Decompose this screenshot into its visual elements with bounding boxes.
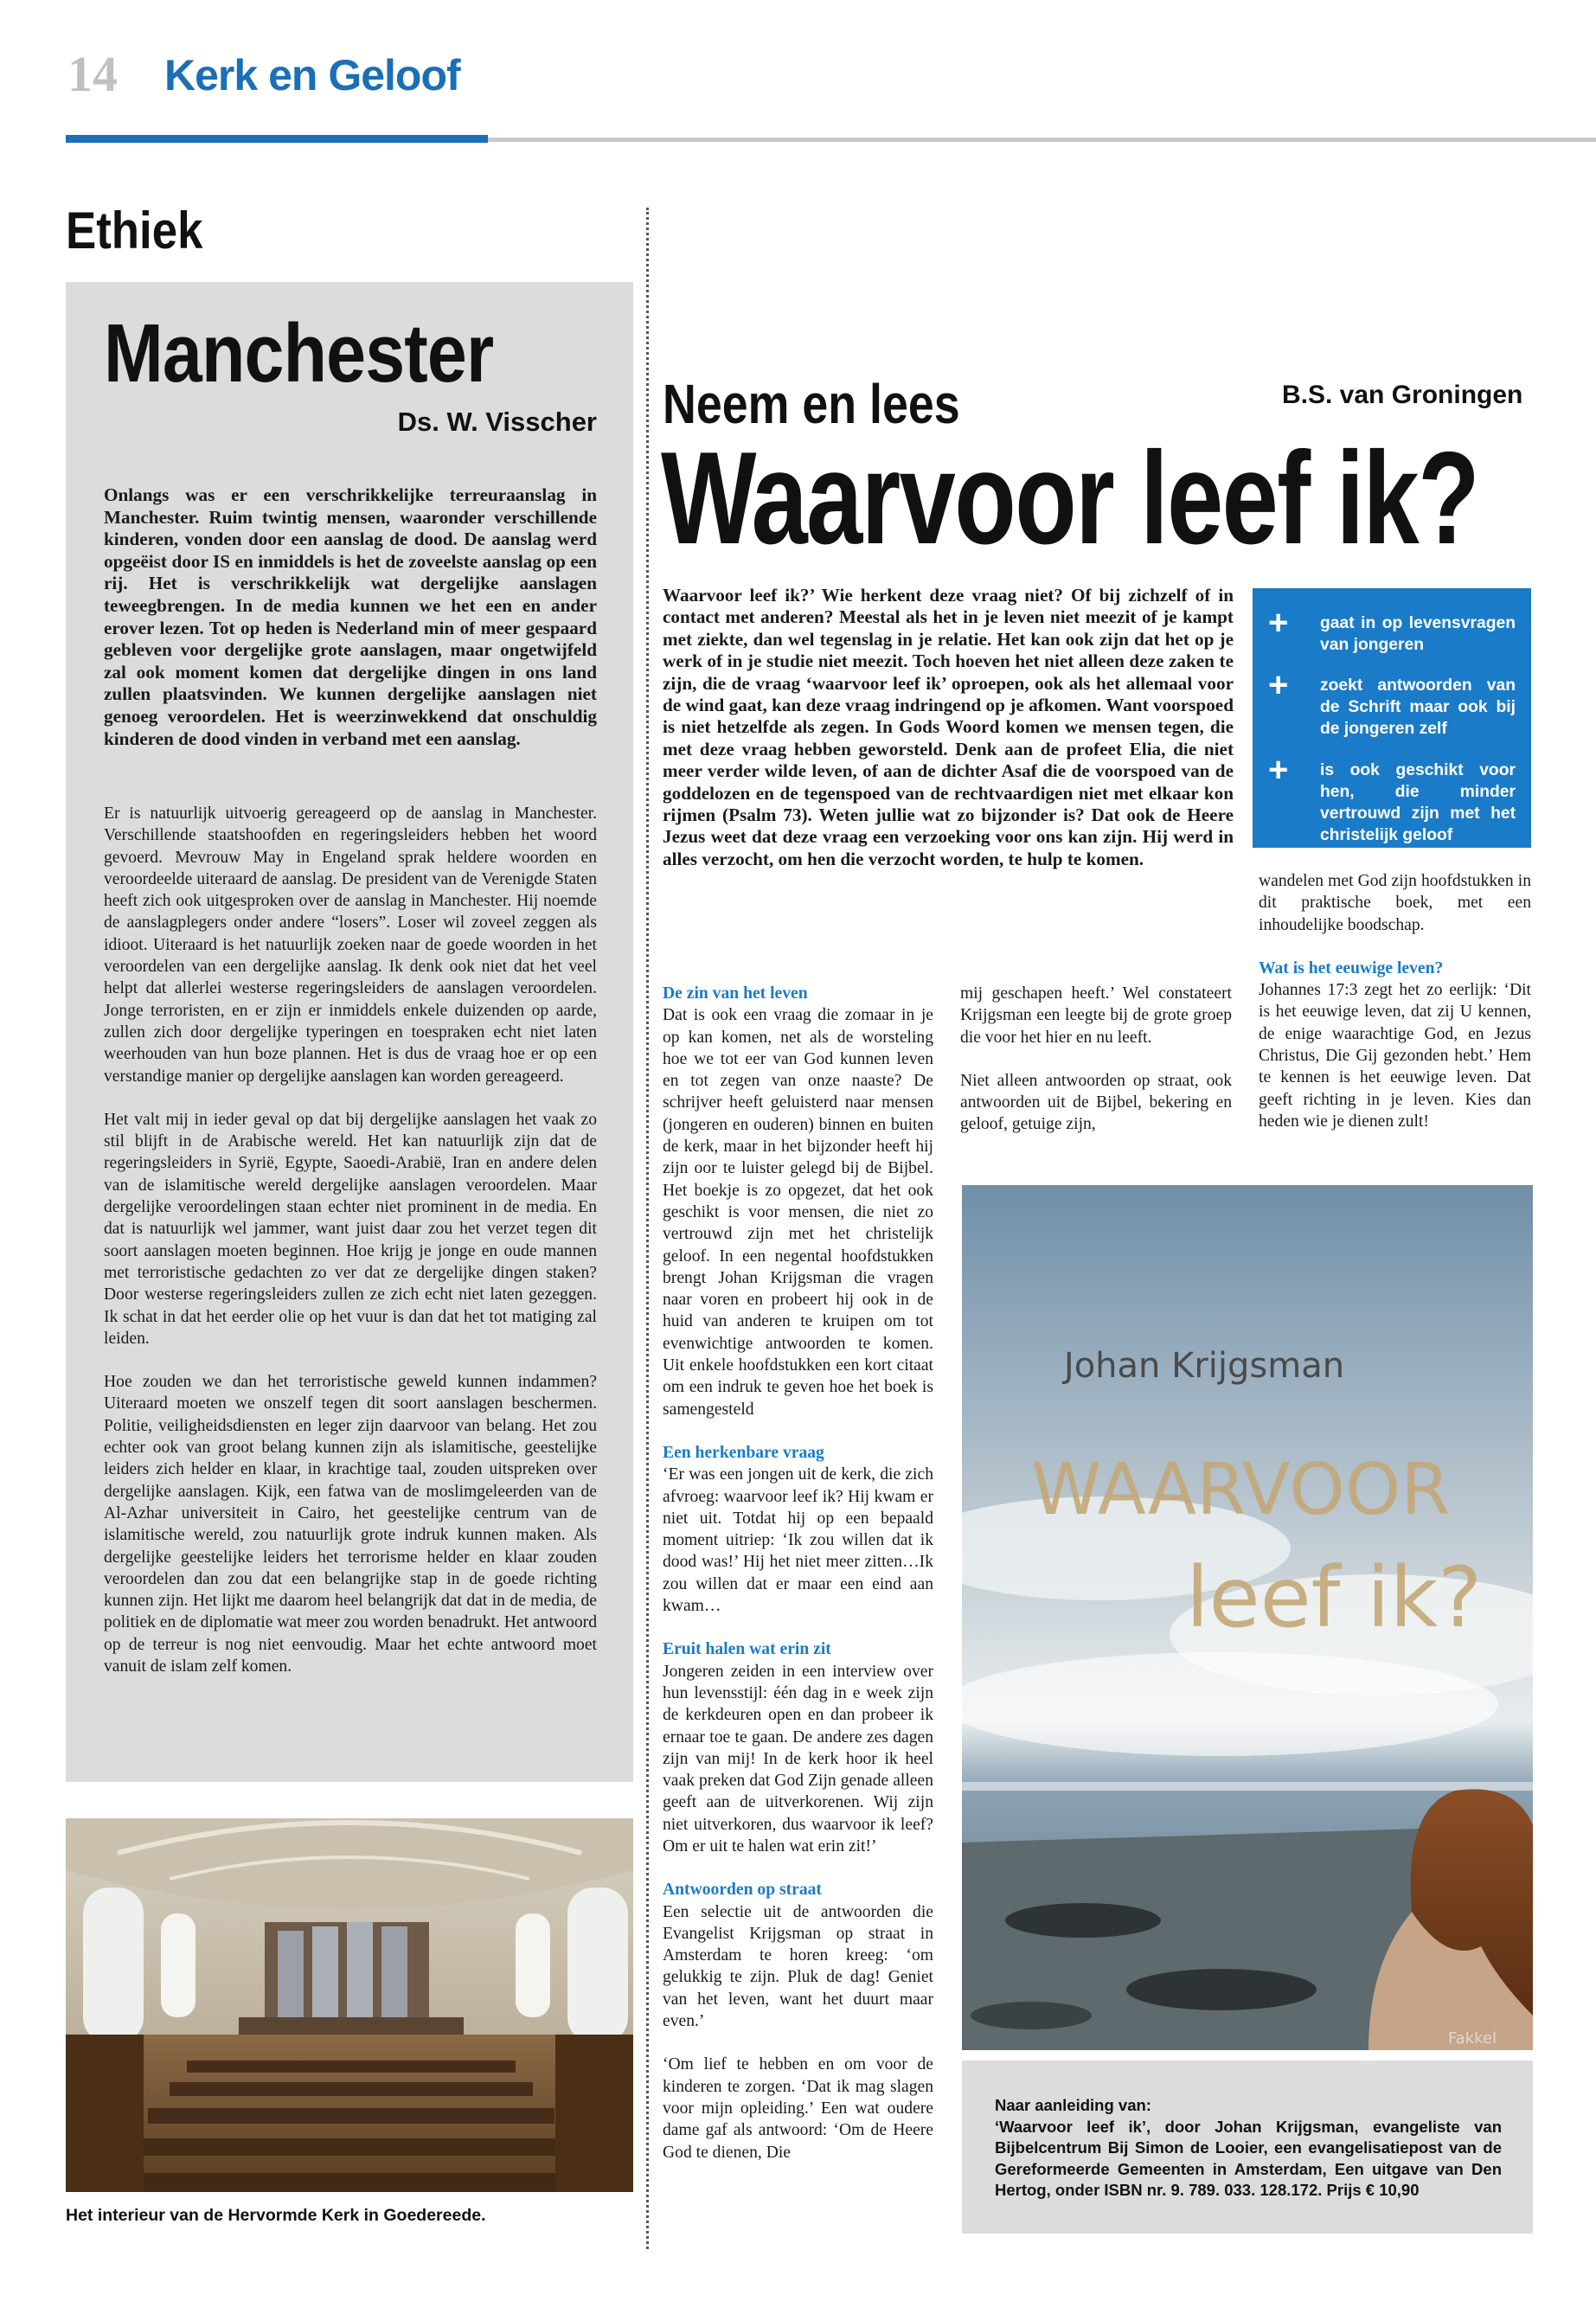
header-rule-accent: [66, 135, 488, 143]
paragraph: Niet alleen antwoorden op straat, ook antwoorden uit de Bijbel, bekering en geloof, getuige zijn,: [960, 1071, 1232, 1134]
book-publisher: Fakkel: [1447, 2029, 1497, 2048]
paragraph: Het valt mij in ieder geval op dat bij dergelijke aanslagen het vaak zo stil blijft in de Arabische wereld. Het kan natuurlijk zijn dat de regeringsleiders in Syrië, Egypte, Saoedi-Arabië, Iran en andere delen van de islamitische wereld dergelijke aanslagen veroordelen. Maar dergelijke veroordelingen staan echter niet prominent in de media. En dat is natuurlijk wel jammer, want juist daar zou het verzet tegen dit soort aanslagen moeten beginnen. Hoe krijg je jonge en oude mannen met terroristische gedachten zo ver dat ze dergelijke dingen staken? Door westerse regeringsleiders zullen ze zich echt niet laten gezeggen. Ik schat in dat het eerder olie op het vuur is dan dat het tot matiging zal leiden.: [104, 1110, 597, 1348]
subheading: Eruit halen wat erin zit: [663, 1640, 831, 1659]
plus-icon: +: [1268, 604, 1289, 642]
source-note-label: Naar aanleiding van:: [995, 2096, 1151, 2114]
paragraph: Jongeren zeiden in een interview over hun levensstijl: één dag in e week zijn de kerkdeuren open en dan probeer ik ernaar toe te gaan. De andere zes dagen zijn van mij! In de kerk hoor ik heel vaak preken dat God Zijn genade alleen geeft aan de uitverkorenen. Wij zijn niet uitverkoren, dus waarvoor ik leef? Om er uit te halen wat erin zit!’: [663, 1662, 933, 1856]
left-article-author: Ds. W. Visscher: [397, 407, 597, 437]
category-label: Ethiek: [66, 202, 203, 260]
church-photo-image: [66, 1818, 633, 2192]
paragraph: Hoe zouden we dan het terroristische geweld kunnen indammen? Uiteraard moeten we onszelf tegen dit soort aanslagen beschermen. Politie, veiligheidsdiensten en leger zijn daarvoor van belang. Het zou echter ook van groot belang kunnen zijn als islamitische, geestelijke leiders zich helder en klaar, in krachtige taal, zouden uitspreken over dergelijke aanslagen. Kijk, een fatwa van de moslimgeleerden van de Al-Azhar universiteit in Cairo, het geestelijke centrum van de islamitische wereld, zou natuurlijk grote indruk kunnen maken. Als dergelijke geestelijke leiders het terrorisme helder en klaar zouden veroordelen dan zou dat een belangrijke stap in de goede richting kunnen zijn. Het lijkt me daarom heel belangrijk dat dat in de media, de politiek en de diplomatie wat meer zou worden benadrukt. Het antwoord op de terreur is nog niet eenvoudig. Maar het echte antwoord moet vanuit de islam zelf komen.: [104, 1373, 597, 1676]
article-column-3: [1259, 870, 1531, 1154]
article-column-1: [663, 983, 933, 2185]
left-article-title: Manchester: [104, 307, 494, 400]
left-article-body: [104, 803, 597, 1699]
book-title-line-1: WAARVOOR: [1031, 1449, 1451, 1531]
photo-caption: Het interieur van de Hervormde Kerk in Goedereede.: [66, 2206, 486, 2225]
right-article-intro: Waarvoor leef ik?’ Wie herkent deze vraag niet? Of bij zichzelf of in contact met anderen? Meestal als het in je leven niet meezit of je kampt met ziekte, dan wel tegenslag in je relatie. Het kan ook zijn dat het op je werk of in je studie niet meezit. Toch hoeven het niet alleen deze zaken te zijn, die de vraag ‘waarvoor leef ik’ oproepen, ook als het allemaal voor de wind gaat, kan deze vraag indringend op je afkomen. Want voorspoed is niet hetzelfde als zegen. In Gods Woord komen we mensen tegen, die met deze vraag hebben geworsteld. Denk aan de profeet Elia, die niet meer verder wilde leven, of aan de dichter Asaf die de voorspoed van de goddelozen en de tegenspoed van de rechtvaardigen niet met elkaar kon rijmen (Psalm 73). Weten jullie wat zo bijzonder is? Dat ook de Heere Jezus weet dat deze vraag een verzoeking voor ons kan zijn. Hij werd in alles verzocht, om hen die verzocht worden, te hulp te komen.: [663, 585, 1234, 869]
header-rule: [488, 138, 1596, 142]
source-note-text: ‘Waarvoor leef ik’, door Johan Krijgsman, evangeliste van Bijbelcentrum Bij Simon de Looier, een evangelisatiepost van de Gereformeerde Gemeenten in Amsterdam, Een uitgave van Den Hertog, onder ISBN nr. 9. 789. 033. 128.172. Prijs € 10,90: [995, 2117, 1502, 2199]
subheading: Wat is het eeuwige leven?: [1259, 958, 1444, 977]
column-divider: [646, 208, 649, 2249]
highlights-box: [1253, 588, 1531, 848]
paragraph: Een selectie uit de antwoorden die Evangelist Krijgsman op straat in Amsterdam te horen kreeg: ‘om gelukkig te zijn. Pluk de dag! Geniet van het leven, want het duurt maar even.’: [663, 1902, 933, 2031]
paragraph: Er is natuurlijk uitvoerig gereageerd op de aanslag in Manchester. Verschillende staatshoofden en regeringsleiders hebben het woord gevoerd. Mevrouw May in Engeland sprak heldere woorden en veroordeelde uiteraard de aanslag. De president van de Verenigde Staten heeft zich ook uitgesproken over de aanslag in Manchester. Hij noemde de aanslagplegers onder andere “losers”. Loser wil zoveel zeggen als idioot. Uiteraard is het natuurlijk zoeken naar de goede woorden in het veroordelen van een dergelijke aanslag. Ik denk ook niet dat het veel helpt dat allerlei westerse regeringsleiders de aanslagen veroordelen. Jonge terroristen, en er zijn er inmiddels enkele duizenden op aarde, zullen zich door dergelijke typeringen en toespraken echt niet laten weerhouden van hun boze plannen. Het is dus de vraag hoe er op een verstandige manier op dergelijke aanslagen kan worden gereageerd.: [104, 804, 597, 1086]
book-cover-image: [962, 1185, 1533, 2050]
section-title: Kerk en Geloof: [164, 51, 460, 99]
book-cover: [962, 1185, 1533, 2050]
highlight-text: is ook geschikt voor hen, die minder vertrouwd zijn met het christelijk geloof: [1320, 761, 1516, 844]
plus-icon: +: [1268, 751, 1289, 789]
subheading: Een herkenbare vraag: [663, 1443, 824, 1462]
book-author: Johan Krijgsman: [1063, 1346, 1345, 1386]
plus-icon: +: [1268, 666, 1289, 704]
source-note: [995, 2095, 1502, 2202]
highlight-text: zoekt antwoorden van de Schrift maar ook bij de jongeren zelf: [1320, 676, 1516, 738]
right-article-title: Waarvoor leef ik?: [661, 425, 1479, 572]
page-number: 14: [67, 46, 118, 102]
right-article-author: B.S. van Groningen: [1282, 381, 1523, 409]
paragraph: Dat is ook een vraag die zomaar in je op kan komen, net als de worsteling hoe we tot eer van God kunnen leven en tot zegen van onze naaste? De schrijver heeft geluisterd naar mensen (jongeren en ouderen) binnen en buiten de kerk, maar in het bijzonder heeft hij zijn oor te luister gelegd bij de Bijbel. Het boekje is zo opgezet, dat het ook geschikt is voor mensen, die niet zo vertrouwd zijn met het christelijk geloof. In een negental hoofdstukken brengt Johan Krijgsman die vragen naar voren en probeert hij ook in de huid van anderen te kruipen om tot evenwichtige antwoorden te komen. Uit enkele hoofdstukken een kort citaat om een indruk te geven hoe het boek is samengesteld: [663, 1006, 933, 1419]
article-column-2: [960, 983, 1232, 1157]
paragraph: wandelen met God zijn hoofdstukken in dit praktische boek, met een inhoudelijke boodschap.: [1259, 872, 1531, 934]
paragraph: ‘Om lief te hebben en om voor de kinderen te zorgen. ‘Dat ik mag slagen voor mijn opleiding.’ Een wat oudere dame gaf als antwoord: ‘Om de Heere God te dienen, Die: [663, 2055, 933, 2162]
paragraph: ‘Er was een jongen uit de kerk, die zich afvroeg: waarvoor leef ik? Hij kwam er niet uit. Totdat hij op een bepaald moment uitriep: ‘Ik zou willen dat ik dood was!’ Hij het niet meer zitten…Ik zou willen dat er maar een eind aan kwam…: [663, 1465, 933, 1616]
subheading: Antwoorden op straat: [663, 1881, 822, 1900]
right-article-kicker: Neem en lees: [663, 373, 960, 435]
highlight-text: gaat in op levensvragen van jongeren: [1320, 614, 1516, 654]
subheading: De zin van het leven: [663, 984, 808, 1003]
church-interior-photo: [66, 1818, 633, 2192]
paragraph: mij geschapen heeft.’ Wel constateert Krijgsman een leegte bij de grote groep die voor het hier en nu leeft.: [960, 984, 1232, 1047]
book-title-line-2: leef ik?: [1185, 1549, 1483, 1646]
left-article-intro: Onlangs was er een verschrikkelijke terreuraanslag in Manchester. Ruim twintig mensen, waaronder verschillende kinderen, vonden door een aanslag de dood. De aanslag werd opgeëist door IS en inmiddels is het de zoveelste aanslag op een rij. Het is verschrikkelijk wat dergelijke aanslagen teweegbrengen. In de media kunnen we het een en ander erover lezen. Tot op heden is Nederland min of meer gespaard gebleven voor dergelijke grote aanslagen, maar ongetwijfeld zal ook moment komen dat dergelijke dingen in ons land zullen plaatsvinden. We kunnen dergelijke aanslagen niet genoeg veroordelen. Het is weerzinwekkend dat onschuldig kinderen de dood vinden in verband met een aanslag.: [104, 484, 597, 749]
paragraph: Johannes 17:3 zegt het zo eerlijk: ‘Dit is het eeuwige leven, dat zij U kennen, de enige waarachtige God, en Jezus Christus, Die Gij gezonden hebt.’ Hem te kennen is het eeuwige leven. Dat geeft richting in je leven. Kies dan heden wie je dienen zult!: [1259, 981, 1531, 1131]
